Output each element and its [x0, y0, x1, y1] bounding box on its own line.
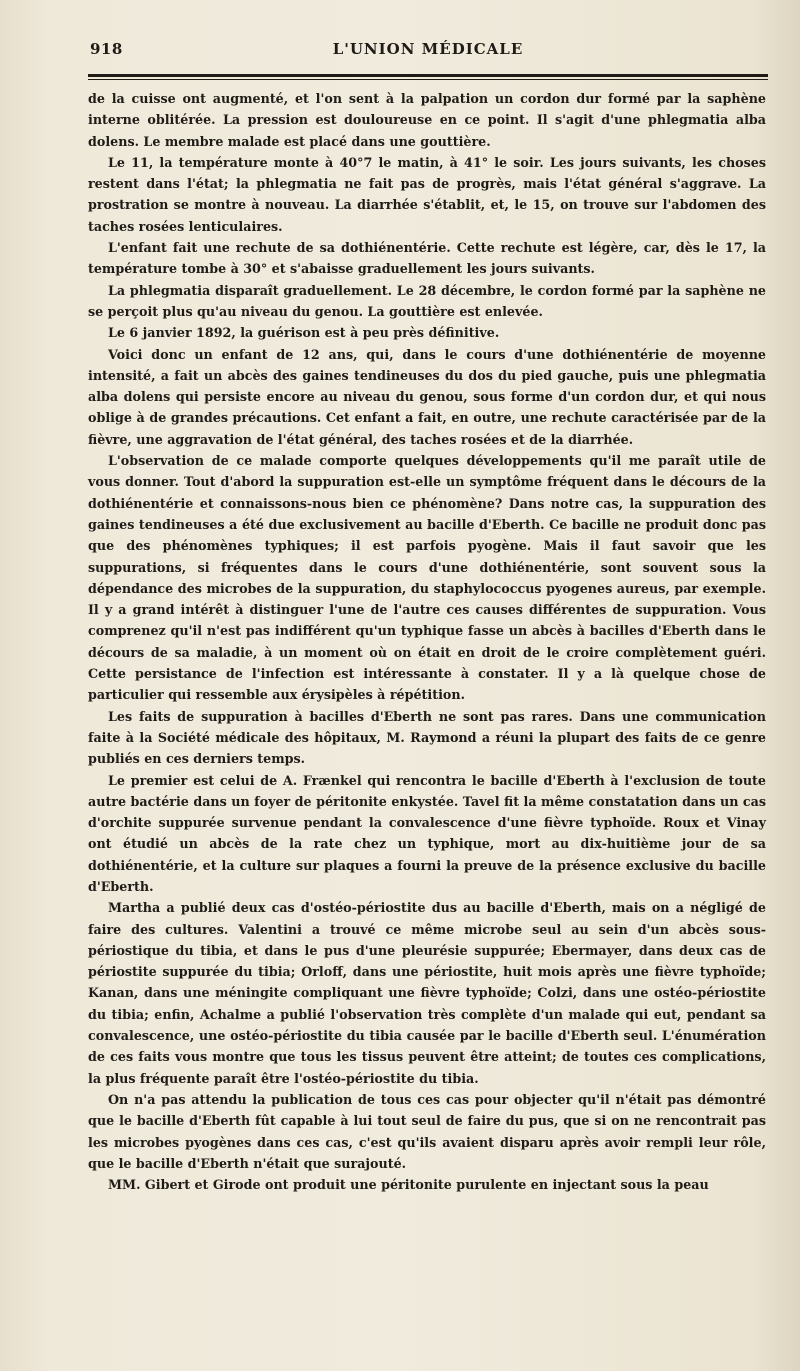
paragraph: MM. Gibert et Girode ont produit une péritonite purulente en injectant sous la peau — [108, 1177, 709, 1193]
paragraph: Martha a publié deux cas d'ostéo-périostite dus au bacille d'Eberth, mais on a négligé de faire des cultures. Valentini a trouvé ce même microbe seul au sein d'un abcès sous-périostique du tibia, et dans le pus d'une pleurésie suppurée; Ebermayer, dans deux cas de périostite suppurée du tibia; Orloff, dans une périostite, huit mois après une fièvre typhoïde; Kanan, dans une méningite compliquant une fièvre typhoïde; Colzi, dans une ostéo-périostite du tibia; enfin, Achalme a publié l'observation très complète d'un malade qui eut, pendant sa convalescence, une ostéo-périostite du tibia causée par le bacille d'Eberth seul. L'énumération de ces faits vous montre que tous les tissus peuvent être atteint; de toutes ces complications, la plus fréquente paraît être l'ostéo-périostite du tibia. — [88, 900, 766, 1086]
running-title: L'UNION MÉDICALE — [332, 40, 524, 58]
paragraph: Voici donc un enfant de 12 ans, qui, dans le cours d'une dothiénentérie de moyenne intensité, a fait un abcès des gaines tendineuses du dos du pied gauche, puis une phlegmatia alba dolens qui persiste encore au niveau du genou, sous forme d'un cordon dur, et qui nous oblige à de grandes précautions. Cet enfant a fait, en outre, une rechute caractérisée par de la fièvre, une aggravation de l'état général, des taches rosées et de la diarrhée. — [88, 346, 766, 447]
paragraph: L'enfant fait une rechute de sa dothiénentérie. Cette rechute est légère, car, dès le 17, la température tombe à 30° et s'abaisse graduellement les jours suivants. — [88, 240, 766, 277]
paragraph: Le 11, la température monte à 40°7 le matin, à 41° le soir. Les jours suivants, les choses restent dans l'état; la phlegmatia ne fait pas de progrès, mais l'état général s'aggrave. La prostration se montre à nouveau. La diarrhée s'établit, et, le 15, on trouve sur l'abdomen des taches rosées lenticulaires. — [88, 154, 766, 234]
page-number: 918 — [90, 40, 123, 58]
header-rule-thin — [88, 79, 768, 80]
paragraph: L'observation de ce malade comporte quelques développements qu'il me paraît utile de vous donner. Tout d'abord la suppuration est-elle un symptôme fréquent dans le décours de la dothiénentérie et connaissons-nous bien ce phénomène? Dans notre cas, la suppuration des gaines tendineuses a été due exclusivement au bacille d'Eberth. Ce bacille ne produit donc pas que des phénomènes typhiques; il est parfois pyogène. Mais il faut savoir que les suppurations, si fréquentes dans le cours d'une dothiénentérie, sont souvent sous la dépendance des microbes de la suppuration, du staphylococcus pyogenes aureus, par exemple. Il y a grand intérêt à distinguer l'une de l'autre ces causes différentes de suppuration. Vous comprenez qu'il n'est pas indifférent qu'un typhique fasse un abcès à bacilles d'Eberth dans le décours de sa maladie, à un moment où on était en droit de le croire complètement guéri. Cette persistance de l'infection est intéressante à constater. Il y a là quelque chose de particulier qui ressemble aux érysipèles à répétition. — [88, 453, 766, 703]
paragraph: Les faits de suppuration à bacilles d'Eberth ne sont pas rares. Dans une communication faite à la Société médicale des hôpitaux, M. Raymond a réuni la plupart des faits de ce genre publiés en ces derniers temps. — [88, 708, 766, 767]
paragraph: Le 6 janvier 1892, la guérison est à peu près définitive. — [108, 325, 500, 341]
article-body — [88, 88, 766, 1195]
paragraph: de la cuisse ont augmenté, et l'on sent à la palpation un cordon dur formé par la saphène interne oblitérée. La pression est douloureuse en ce point. Il s'agit d'une phlegmatia alba dolens. Le membre malade est placé dans une gouttière. — [88, 91, 766, 149]
header-rule — [88, 74, 768, 77]
page-header — [88, 40, 768, 64]
paragraph: Le premier est celui de A. Frænkel qui rencontra le bacille d'Eberth à l'exclusion de toute autre bactérie dans un foyer de péritonite enkystée. Tavel fit la même constatation dans un cas d'orchite suppurée survenue pendant la convalescence d'une fièvre typhoïde. Roux et Vinay ont étudié un abcès de la rate chez un typhique, mort au dix-huitième jour de sa dothiénentérie, et la culture sur plaques a fourni la preuve de la présence exclusive du bacille d'Eberth. — [88, 772, 766, 894]
paragraph: On n'a pas attendu la publication de tous ces cas pour objecter qu'il n'était pas démontré que le bacille d'Eberth fût capable à lui tout seul de faire du pus, que si on ne rencontrait pas les microbes pyogènes dans ces cas, c'est qu'ils avaient disparu après avoir rempli leur rôle, que le bacille d'Eberth n'était que surajouté. — [88, 1091, 766, 1171]
paragraph: La phlegmatia disparaît graduellement. Le 28 décembre, le cordon formé par la saphène ne se perçoit plus qu'au niveau du genou. La gouttière est enlevée. — [88, 282, 766, 319]
